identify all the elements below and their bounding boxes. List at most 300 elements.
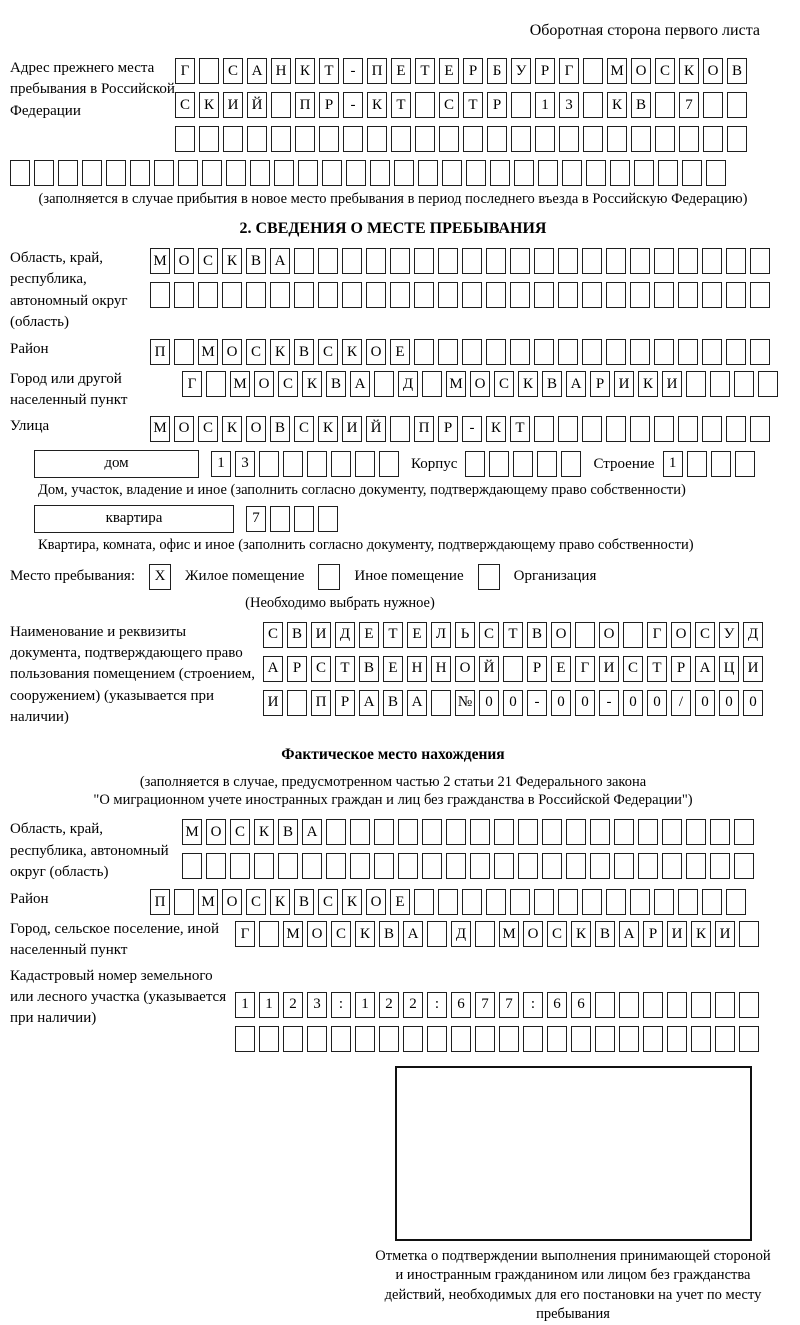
char-cell[interactable]: К (222, 248, 242, 274)
char-cell[interactable] (274, 160, 294, 186)
char-cell[interactable] (414, 339, 434, 365)
char-cell[interactable]: С (494, 371, 514, 397)
char-cell[interactable]: С (246, 339, 266, 365)
char-cell[interactable]: О (174, 248, 194, 274)
char-cell[interactable]: К (607, 92, 627, 118)
char-cell[interactable] (486, 889, 506, 915)
char-cell[interactable]: 1 (535, 92, 555, 118)
char-cell[interactable] (678, 339, 698, 365)
char-cell[interactable]: Р (487, 92, 507, 118)
char-cell[interactable]: Г (647, 622, 667, 648)
char-cell[interactable]: С (331, 921, 351, 947)
char-cell[interactable]: В (727, 58, 747, 84)
char-cell[interactable] (606, 889, 626, 915)
char-cell[interactable] (678, 282, 698, 308)
char-cell[interactable] (451, 1026, 471, 1052)
char-cell[interactable] (391, 126, 411, 152)
char-cell[interactable] (438, 339, 458, 365)
char-cell[interactable]: К (302, 371, 322, 397)
char-cell[interactable] (630, 416, 650, 442)
char-cell[interactable] (511, 126, 531, 152)
char-cell[interactable] (462, 248, 482, 274)
char-cell[interactable] (174, 889, 194, 915)
char-cell[interactable] (606, 282, 626, 308)
char-cell[interactable] (726, 248, 746, 274)
char-cell[interactable]: В (287, 622, 307, 648)
char-cell[interactable]: М (499, 921, 519, 947)
char-cell[interactable] (302, 853, 322, 879)
char-cell[interactable]: А (263, 656, 283, 682)
char-cell[interactable] (175, 126, 195, 152)
char-cell[interactable]: А (403, 921, 423, 947)
char-cell[interactable]: Е (390, 339, 410, 365)
char-cell[interactable] (750, 248, 770, 274)
residential-checkbox[interactable]: X (149, 564, 171, 590)
char-cell[interactable] (463, 126, 483, 152)
char-cell[interactable] (494, 853, 514, 879)
char-cell[interactable] (630, 282, 650, 308)
char-cell[interactable] (667, 992, 687, 1018)
char-cell[interactable] (739, 921, 759, 947)
char-cell[interactable]: 1 (235, 992, 255, 1018)
char-cell[interactable]: Т (510, 416, 530, 442)
char-cell[interactable]: О (703, 58, 723, 84)
char-cell[interactable] (583, 58, 603, 84)
char-cell[interactable] (654, 248, 674, 274)
char-cell[interactable]: О (246, 416, 266, 442)
char-cell[interactable]: О (523, 921, 543, 947)
char-cell[interactable] (438, 248, 458, 274)
char-cell[interactable] (206, 371, 226, 397)
char-cell[interactable] (734, 853, 754, 879)
char-cell[interactable]: И (743, 656, 763, 682)
char-cell[interactable] (559, 126, 579, 152)
char-cell[interactable]: К (199, 92, 219, 118)
char-cell[interactable] (462, 282, 482, 308)
char-cell[interactable] (106, 160, 126, 186)
char-cell[interactable] (510, 889, 530, 915)
char-cell[interactable]: : (523, 992, 543, 1018)
char-cell[interactable]: В (383, 690, 403, 716)
char-cell[interactable] (247, 126, 267, 152)
char-cell[interactable]: К (254, 819, 274, 845)
char-cell[interactable]: А (247, 58, 267, 84)
char-cell[interactable] (246, 282, 266, 308)
char-cell[interactable]: И (599, 656, 619, 682)
char-cell[interactable]: С (318, 339, 338, 365)
char-cell[interactable]: И (715, 921, 735, 947)
char-cell[interactable]: Е (551, 656, 571, 682)
char-cell[interactable] (230, 853, 250, 879)
char-cell[interactable]: А (566, 371, 586, 397)
char-cell[interactable]: В (379, 921, 399, 947)
char-cell[interactable]: - (343, 58, 363, 84)
char-cell[interactable]: К (518, 371, 538, 397)
char-cell[interactable]: И (263, 690, 283, 716)
char-cell[interactable] (610, 160, 630, 186)
char-cell[interactable] (414, 889, 434, 915)
char-cell[interactable]: О (366, 339, 386, 365)
char-cell[interactable] (711, 451, 731, 477)
char-cell[interactable]: 2 (283, 992, 303, 1018)
char-cell[interactable]: О (671, 622, 691, 648)
char-cell[interactable] (726, 889, 746, 915)
char-cell[interactable]: М (198, 339, 218, 365)
char-cell[interactable]: Т (383, 622, 403, 648)
char-cell[interactable] (343, 126, 363, 152)
char-cell[interactable] (298, 160, 318, 186)
char-cell[interactable] (575, 622, 595, 648)
char-cell[interactable]: 0 (647, 690, 667, 716)
char-cell[interactable] (607, 126, 627, 152)
other-premises-checkbox[interactable] (318, 564, 340, 590)
char-cell[interactable] (499, 1026, 519, 1052)
char-cell[interactable]: В (270, 416, 290, 442)
char-cell[interactable] (326, 853, 346, 879)
char-cell[interactable]: С (695, 622, 715, 648)
char-cell[interactable]: : (427, 992, 447, 1018)
char-cell[interactable] (250, 160, 270, 186)
char-cell[interactable]: В (631, 92, 651, 118)
char-cell[interactable] (634, 160, 654, 186)
char-cell[interactable]: Г (182, 371, 202, 397)
char-cell[interactable]: К (270, 339, 290, 365)
char-cell[interactable] (270, 282, 290, 308)
char-cell[interactable] (259, 921, 279, 947)
char-cell[interactable] (319, 126, 339, 152)
char-cell[interactable]: П (150, 339, 170, 365)
char-cell[interactable]: Р (643, 921, 663, 947)
char-cell[interactable] (374, 371, 394, 397)
char-cell[interactable]: С (294, 416, 314, 442)
char-cell[interactable] (465, 451, 485, 477)
char-cell[interactable] (486, 282, 506, 308)
char-cell[interactable] (523, 1026, 543, 1052)
char-cell[interactable] (486, 339, 506, 365)
char-cell[interactable] (702, 339, 722, 365)
char-cell[interactable] (750, 339, 770, 365)
char-cell[interactable] (562, 160, 582, 186)
char-cell[interactable]: О (551, 622, 571, 648)
char-cell[interactable]: Е (390, 889, 410, 915)
char-cell[interactable]: М (283, 921, 303, 947)
char-cell[interactable]: К (691, 921, 711, 947)
char-cell[interactable] (223, 126, 243, 152)
char-cell[interactable]: А (302, 819, 322, 845)
char-cell[interactable]: Г (575, 656, 595, 682)
char-cell[interactable]: № (455, 690, 475, 716)
char-cell[interactable] (427, 1026, 447, 1052)
char-cell[interactable]: Р (319, 92, 339, 118)
char-cell[interactable] (154, 160, 174, 186)
char-cell[interactable]: А (619, 921, 639, 947)
char-cell[interactable] (307, 451, 327, 477)
char-cell[interactable] (438, 282, 458, 308)
char-cell[interactable]: С (547, 921, 567, 947)
char-cell[interactable] (630, 339, 650, 365)
char-cell[interactable]: М (182, 819, 202, 845)
char-cell[interactable]: К (638, 371, 658, 397)
char-cell[interactable] (582, 889, 602, 915)
char-cell[interactable] (259, 451, 279, 477)
char-cell[interactable]: - (343, 92, 363, 118)
char-cell[interactable] (586, 160, 606, 186)
char-cell[interactable]: Т (319, 58, 339, 84)
char-cell[interactable] (489, 451, 509, 477)
char-cell[interactable]: 3 (559, 92, 579, 118)
char-cell[interactable]: 0 (575, 690, 595, 716)
char-cell[interactable]: Н (431, 656, 451, 682)
char-cell[interactable] (438, 889, 458, 915)
char-cell[interactable]: К (295, 58, 315, 84)
char-cell[interactable] (534, 889, 554, 915)
char-cell[interactable] (595, 1026, 615, 1052)
char-cell[interactable] (691, 992, 711, 1018)
char-cell[interactable] (511, 92, 531, 118)
char-cell[interactable] (398, 853, 418, 879)
char-cell[interactable]: 0 (551, 690, 571, 716)
char-cell[interactable]: К (571, 921, 591, 947)
char-cell[interactable]: Е (439, 58, 459, 84)
char-cell[interactable]: И (342, 416, 362, 442)
char-cell[interactable] (582, 248, 602, 274)
char-cell[interactable]: О (631, 58, 651, 84)
char-cell[interactable] (294, 506, 314, 532)
char-cell[interactable]: Е (383, 656, 403, 682)
char-cell[interactable] (679, 126, 699, 152)
char-cell[interactable]: 7 (499, 992, 519, 1018)
char-cell[interactable]: П (295, 92, 315, 118)
char-cell[interactable]: - (599, 690, 619, 716)
char-cell[interactable]: 7 (475, 992, 495, 1018)
char-cell[interactable]: Р (535, 58, 555, 84)
char-cell[interactable]: 0 (623, 690, 643, 716)
char-cell[interactable] (446, 853, 466, 879)
char-cell[interactable] (150, 282, 170, 308)
char-cell[interactable] (254, 853, 274, 879)
char-cell[interactable]: А (407, 690, 427, 716)
char-cell[interactable]: В (278, 819, 298, 845)
char-cell[interactable]: К (486, 416, 506, 442)
char-cell[interactable]: В (359, 656, 379, 682)
char-cell[interactable] (735, 451, 755, 477)
char-cell[interactable] (235, 1026, 255, 1052)
char-cell[interactable] (278, 853, 298, 879)
char-cell[interactable]: 0 (743, 690, 763, 716)
char-cell[interactable] (655, 92, 675, 118)
char-cell[interactable] (715, 992, 735, 1018)
char-cell[interactable] (199, 58, 219, 84)
char-cell[interactable]: А (695, 656, 715, 682)
char-cell[interactable] (702, 282, 722, 308)
char-cell[interactable] (558, 248, 578, 274)
char-cell[interactable] (475, 1026, 495, 1052)
char-cell[interactable] (590, 819, 610, 845)
char-cell[interactable]: Ц (719, 656, 739, 682)
char-cell[interactable]: 3 (235, 451, 255, 477)
char-cell[interactable]: М (150, 248, 170, 274)
char-cell[interactable] (174, 339, 194, 365)
char-cell[interactable] (415, 92, 435, 118)
char-cell[interactable] (394, 160, 414, 186)
char-cell[interactable] (307, 1026, 327, 1052)
char-cell[interactable] (462, 339, 482, 365)
char-cell[interactable] (418, 160, 438, 186)
char-cell[interactable]: С (230, 819, 250, 845)
char-cell[interactable]: - (527, 690, 547, 716)
char-cell[interactable] (750, 416, 770, 442)
char-cell[interactable] (658, 160, 678, 186)
char-cell[interactable]: 0 (719, 690, 739, 716)
char-cell[interactable]: 1 (259, 992, 279, 1018)
char-cell[interactable]: К (679, 58, 699, 84)
char-cell[interactable]: М (446, 371, 466, 397)
char-cell[interactable] (726, 416, 746, 442)
char-cell[interactable]: О (307, 921, 327, 947)
char-cell[interactable] (535, 126, 555, 152)
char-cell[interactable] (431, 690, 451, 716)
char-cell[interactable] (606, 248, 626, 274)
char-cell[interactable] (318, 248, 338, 274)
char-cell[interactable] (287, 690, 307, 716)
char-cell[interactable]: К (222, 416, 242, 442)
char-cell[interactable]: 0 (695, 690, 715, 716)
char-cell[interactable] (510, 282, 530, 308)
char-cell[interactable] (427, 921, 447, 947)
char-cell[interactable]: О (455, 656, 475, 682)
char-cell[interactable] (514, 160, 534, 186)
char-cell[interactable] (686, 819, 706, 845)
char-cell[interactable]: : (331, 992, 351, 1018)
char-cell[interactable] (739, 1026, 759, 1052)
char-cell[interactable] (590, 853, 610, 879)
char-cell[interactable] (739, 992, 759, 1018)
char-cell[interactable]: К (342, 339, 362, 365)
char-cell[interactable] (379, 451, 399, 477)
char-cell[interactable] (390, 248, 410, 274)
char-cell[interactable] (470, 853, 490, 879)
char-cell[interactable] (654, 339, 674, 365)
char-cell[interactable]: Д (398, 371, 418, 397)
char-cell[interactable]: М (198, 889, 218, 915)
char-cell[interactable] (10, 160, 30, 186)
char-cell[interactable] (414, 248, 434, 274)
char-cell[interactable]: В (527, 622, 547, 648)
char-cell[interactable] (318, 506, 338, 532)
char-cell[interactable]: С (655, 58, 675, 84)
char-cell[interactable] (662, 853, 682, 879)
char-cell[interactable] (294, 282, 314, 308)
char-cell[interactable]: О (470, 371, 490, 397)
char-cell[interactable]: Н (407, 656, 427, 682)
char-cell[interactable]: Г (235, 921, 255, 947)
char-cell[interactable]: В (595, 921, 615, 947)
char-cell[interactable] (342, 282, 362, 308)
char-cell[interactable]: Р (527, 656, 547, 682)
char-cell[interactable] (494, 819, 514, 845)
char-cell[interactable] (582, 339, 602, 365)
char-cell[interactable]: К (342, 889, 362, 915)
char-cell[interactable] (566, 819, 586, 845)
char-cell[interactable] (518, 853, 538, 879)
char-cell[interactable] (490, 160, 510, 186)
char-cell[interactable] (318, 282, 338, 308)
char-cell[interactable]: 1 (663, 451, 683, 477)
char-cell[interactable]: П (150, 889, 170, 915)
char-cell[interactable]: С (278, 371, 298, 397)
char-cell[interactable]: В (542, 371, 562, 397)
char-cell[interactable]: С (311, 656, 331, 682)
char-cell[interactable] (662, 819, 682, 845)
char-cell[interactable] (462, 889, 482, 915)
char-cell[interactable]: Й (366, 416, 386, 442)
char-cell[interactable]: М (607, 58, 627, 84)
char-cell[interactable]: / (671, 690, 691, 716)
char-cell[interactable] (571, 1026, 591, 1052)
char-cell[interactable] (727, 126, 747, 152)
char-cell[interactable] (226, 160, 246, 186)
char-cell[interactable] (542, 819, 562, 845)
char-cell[interactable] (415, 126, 435, 152)
char-cell[interactable] (374, 819, 394, 845)
char-cell[interactable] (606, 339, 626, 365)
char-cell[interactable] (558, 282, 578, 308)
char-cell[interactable]: 2 (403, 992, 423, 1018)
char-cell[interactable]: Г (175, 58, 195, 84)
char-cell[interactable] (390, 416, 410, 442)
char-cell[interactable] (414, 282, 434, 308)
char-cell[interactable]: В (294, 339, 314, 365)
char-cell[interactable] (703, 92, 723, 118)
char-cell[interactable]: С (223, 58, 243, 84)
char-cell[interactable] (710, 853, 730, 879)
char-cell[interactable]: А (270, 248, 290, 274)
char-cell[interactable] (503, 656, 523, 682)
char-cell[interactable]: С (198, 416, 218, 442)
char-cell[interactable]: 7 (679, 92, 699, 118)
char-cell[interactable] (678, 889, 698, 915)
char-cell[interactable] (326, 819, 346, 845)
char-cell[interactable]: 7 (246, 506, 266, 532)
char-cell[interactable]: Б (487, 58, 507, 84)
char-cell[interactable] (726, 339, 746, 365)
char-cell[interactable]: К (270, 889, 290, 915)
char-cell[interactable] (583, 126, 603, 152)
char-cell[interactable] (487, 126, 507, 152)
char-cell[interactable]: Д (451, 921, 471, 947)
char-cell[interactable] (715, 1026, 735, 1052)
char-cell[interactable] (667, 1026, 687, 1052)
char-cell[interactable] (703, 126, 723, 152)
char-cell[interactable]: 1 (211, 451, 231, 477)
char-cell[interactable] (198, 282, 218, 308)
char-cell[interactable]: М (230, 371, 250, 397)
char-cell[interactable] (691, 1026, 711, 1052)
char-cell[interactable] (510, 339, 530, 365)
char-cell[interactable]: О (206, 819, 226, 845)
char-cell[interactable] (283, 1026, 303, 1052)
char-cell[interactable] (582, 416, 602, 442)
char-cell[interactable] (643, 1026, 663, 1052)
char-cell[interactable] (271, 126, 291, 152)
char-cell[interactable] (582, 282, 602, 308)
char-cell[interactable]: П (311, 690, 331, 716)
char-cell[interactable] (403, 1026, 423, 1052)
char-cell[interactable] (130, 160, 150, 186)
char-cell[interactable]: П (367, 58, 387, 84)
char-cell[interactable] (638, 819, 658, 845)
char-cell[interactable] (614, 853, 634, 879)
